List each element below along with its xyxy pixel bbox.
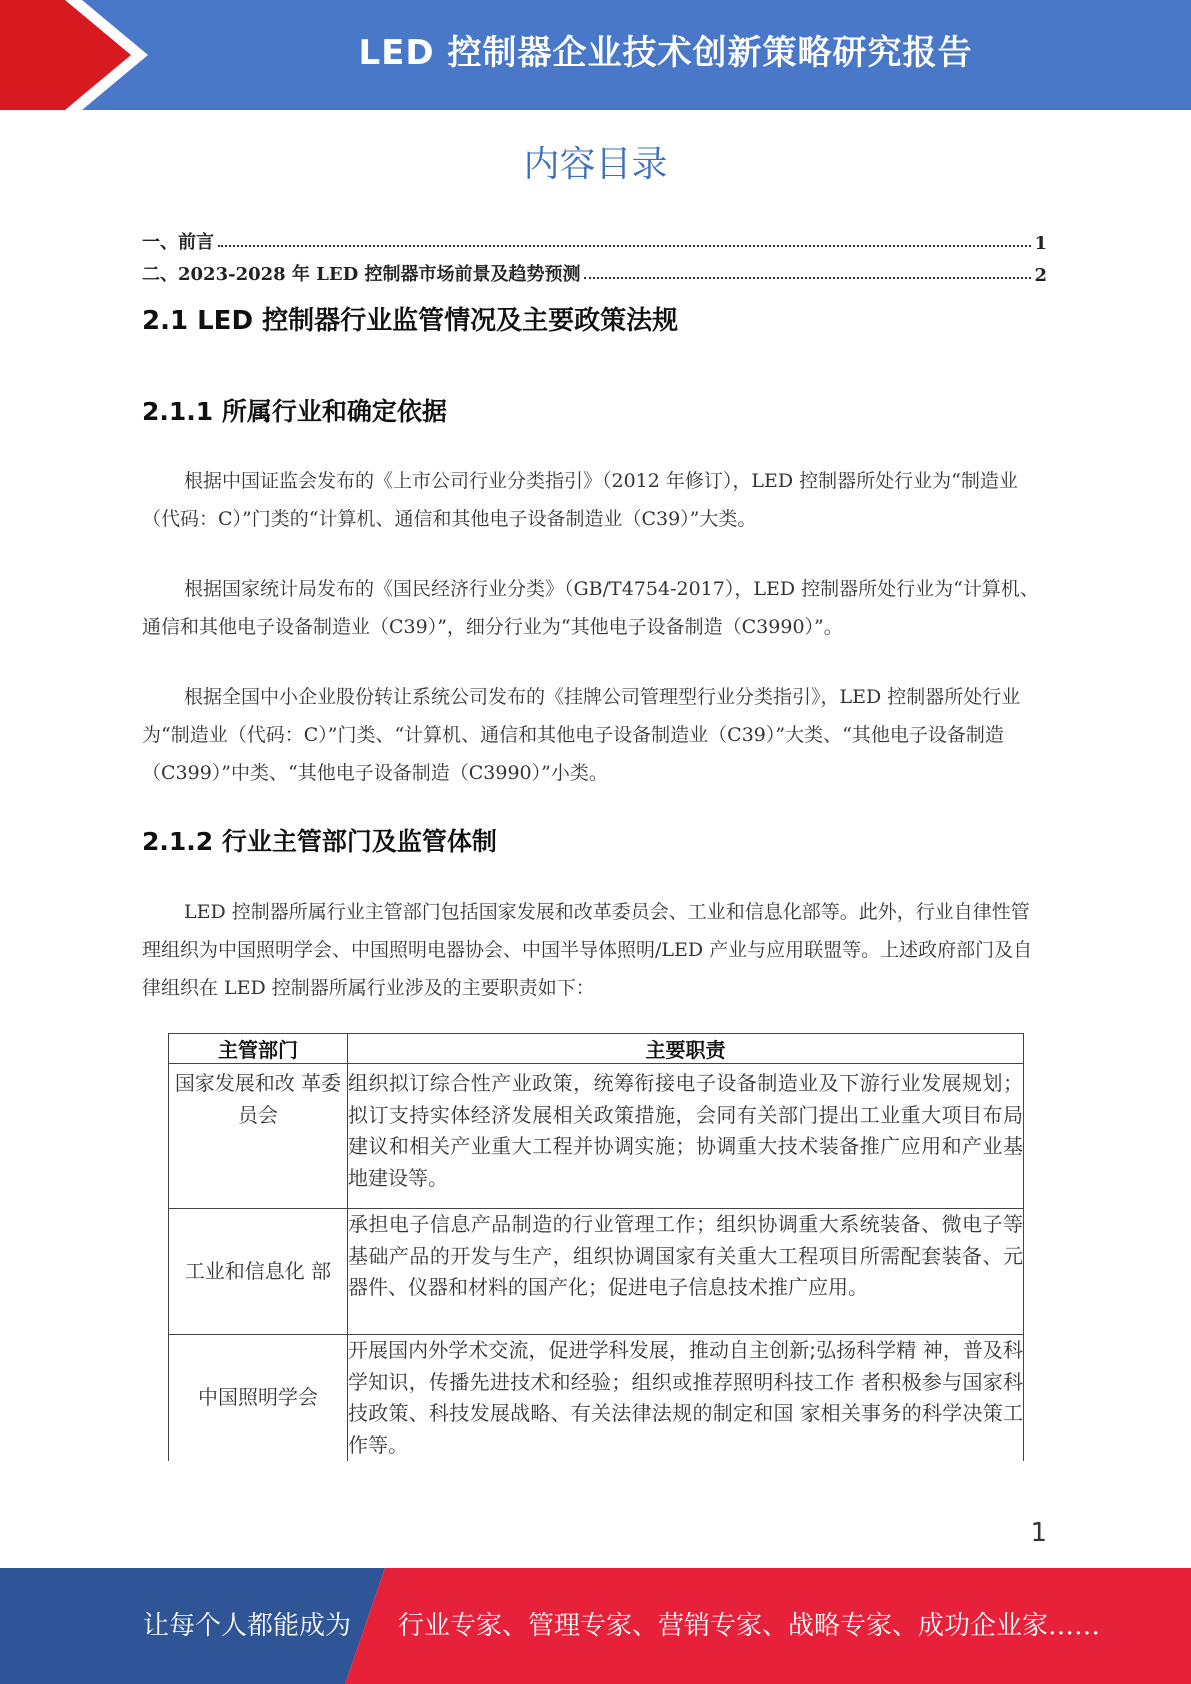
section-heading-2-1-1: 2.1.1 所属行业和确定依据 [142,397,447,426]
duty-cell: 开展国内外学术交流，促进学科发展，推动自主创新;弘扬科学精 神，普及科学知识，传播先进技术和经验；组织或推荐照明科技工作 者积极参与国家科技政策、科技发展战略、有关法律法规的制定和国 家相关事务的科学决策工作等。 [348,1335,1024,1462]
toc-entry[interactable] [142,254,1047,286]
report-title: LED 控制器企业技术创新策略研究报告 [358,33,973,73]
page-footer-band [0,1568,1191,1684]
toc-leader-dots [584,277,1031,279]
toc-entry-page: 1 [1034,233,1047,254]
footer-slogan-right: 行业专家、管理专家、营销专家、战略专家、成功企业家…… [398,1611,1101,1641]
table-row [169,1064,1024,1209]
paragraph-regulators: LED 控制器所属行业主管部门包括国家发展和改革委员会、工业和信息化部等。此外，行业自律性管理组织为中国照明学会、中国照明电器协会、中国半导体照明/LED 产业与应用联盟等。上述政府部门及自律组织在 LED 控制器所属行业涉及的主要职责如下： [142,901,1033,999]
toc-leader-dots [218,245,1031,247]
page-number: 1 [1030,1518,1047,1548]
paragraph-neeq-classification: 根据全国中小企业股份转让系统公司发布的《挂牌公司管理型行业分类指引》，LED 控制器所处行业为“制造业（代码：C）”门类、“计算机、通信和其他电子设备制造业（C39）”大类、“其他电子设备制造（C399）”中类、“其他电子设备制造（C3990）”小类。 [142,686,1021,784]
table-header-row [169,1034,1024,1064]
column-header-duty: 主要职责 [348,1034,1024,1064]
toc-heading: 内容目录 [523,144,668,185]
duty-cell: 组织拟订综合性产业政策，统筹衔接电子设备制造业及下游行业发展规划；拟订支持实体经济发展相关政策措施，会同有关部门提出工业重大项目布局建议和相关产业重大工程并协调实施；协调重大技术装备推广应用和产业基地建设等。 [348,1064,1024,1209]
paragraph-csrc-classification: 根据中国证监会发布的《上市公司行业分类指引》（2012 年修订），LED 控制器所处行业为“制造业（代码：C）”门类的“计算机、通信和其他电子设备制造业（C39）”大类。 [142,470,1018,530]
page-header-band [0,0,1191,110]
dept-cell: 国家发展和改 革委员会 [169,1064,348,1209]
toc-entry-title: 一、前言 [142,232,214,253]
paragraph-nbs-classification: 根据国家统计局发布的《国民经济行业分类》（GB/T4754-2017），LED 控制器所处行业为“计算机、通信和其他电子设备制造业（C39）”，细分行业为“其他电子设备制造（C3990）”。 [142,578,1039,638]
table-row [169,1209,1024,1335]
toc-entry-page: 2 [1034,265,1047,286]
regulator-duties-table [168,1033,1024,1461]
toc-entry-title: 二、2023-2028 年 LED 控制器市场前景及趋势预测 [142,264,581,285]
section-heading-2-1: 2.1 LED 控制器行业监管情况及主要政策法规 [142,306,679,336]
table-of-contents [142,222,1047,286]
column-header-dept: 主管部门 [169,1034,348,1064]
section-heading-2-1-2: 2.1.2 行业主管部门及监管体制 [142,827,497,856]
dept-cell: 中国照明学会 [169,1335,348,1462]
footer-slogan-left: 让每个人都能成为 [143,1611,352,1641]
dept-cell: 工业和信息化 部 [169,1209,348,1335]
toc-entry[interactable] [142,222,1047,254]
header-red-arrow [0,0,148,110]
duty-cell: 承担电子信息产品制造的行业管理工作；组织协调重大系统装备、微电子等基础产品的开发与生产，组织协调国家有关重大工程项目所需配套装备、元器件、仪器和材料的国产化；促进电子信息技术推广应用。 [348,1209,1024,1335]
table-row [169,1335,1024,1462]
